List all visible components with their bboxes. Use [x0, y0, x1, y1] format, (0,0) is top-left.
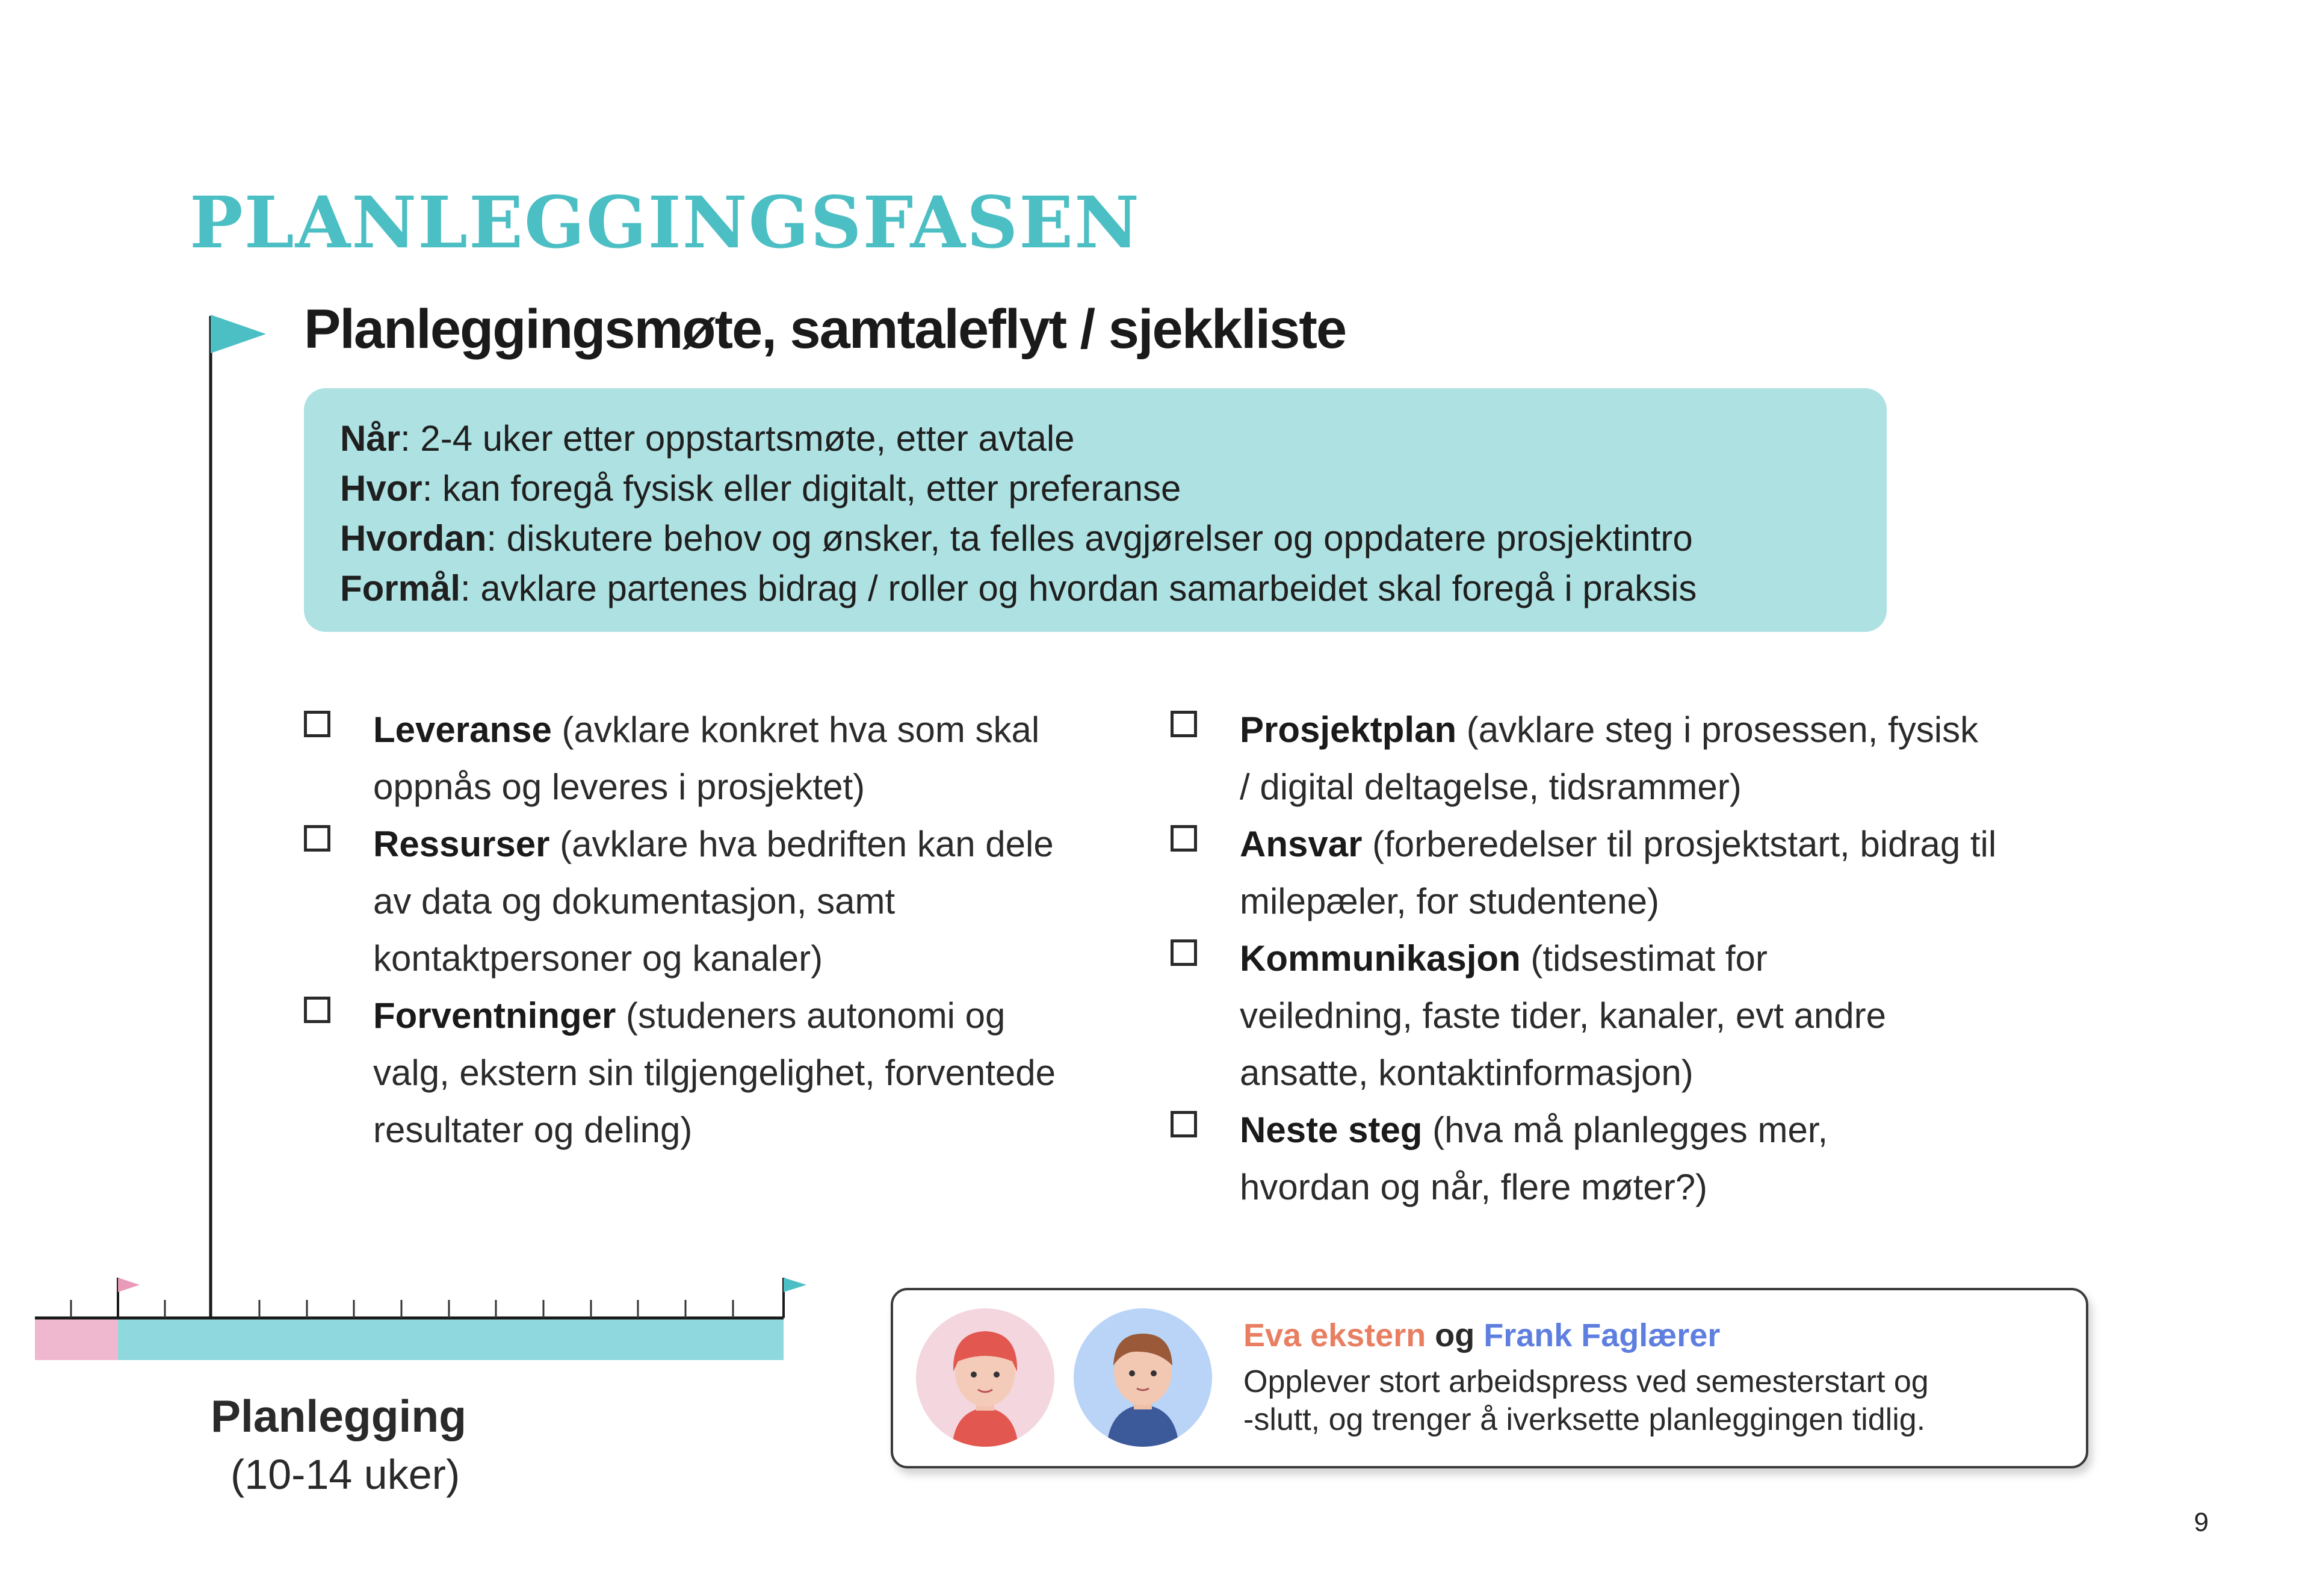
checkbox-icon[interactable]: [304, 825, 330, 852]
checkbox-icon[interactable]: [304, 711, 330, 737]
checkbox-icon[interactable]: [1171, 1111, 1197, 1137]
info-how: Hvordan: diskutere behov og ønsker, ta felles avgjørelser og oppdatere prosjektintro: [340, 518, 1693, 558]
phase-duration: (10-14 uker): [230, 1451, 460, 1498]
checklist-item-kommunikasjon[interactable]: Kommunikasjon (tidsestimat for veiledning, faste tider, kanaler, evt andre ansatte, kontaktinformasjon): [1171, 930, 2013, 1101]
meeting-info-box: [304, 388, 1887, 632]
checkbox-icon[interactable]: [1171, 711, 1197, 737]
checklist-left: [304, 701, 1086, 1158]
section-subtitle: Planleggingsmøte, samtaleflyt / sjekkliste: [304, 298, 1346, 360]
man-avatar-icon: [1074, 1308, 1212, 1447]
checklist-item-prosjektplan[interactable]: Prosjektplan (avklare steg i prosessen, fysisk / digital deltagelse, tidsrammer): [1171, 701, 2013, 815]
info-purpose: Formål: avklare partenes bidrag / roller og hvordan samarbeidet skal foregå i praksis: [340, 568, 1697, 608]
timeline-past-segment: [35, 1318, 118, 1360]
note-heading: Eva ekstern og Frank Faglærer: [1243, 1317, 1721, 1353]
checklist-right: [1171, 701, 2013, 1216]
avatar-frank: [1074, 1308, 1212, 1447]
persona-frank: Frank Faglærer: [1483, 1317, 1721, 1353]
checklist-item-leveranse[interactable]: Leveranse (avklare konkret hva som skal oppnås og leveres i prosjektet): [304, 701, 1086, 815]
note-text-line-2: -slutt, og trenger å iverksette planleggingen tidlig.: [1243, 1402, 1926, 1437]
persona-note-card: [891, 1288, 2088, 1468]
end-flag-icon: [784, 1278, 806, 1292]
note-text-line-1: Opplever stort arbeidspress ved semesterstart og: [1243, 1364, 1929, 1399]
checklist-item-forventninger[interactable]: Forventninger (studeners autonomi og valg, ekstern sin tilgjengelighet, forventede resultater og deling): [304, 987, 1086, 1158]
checkbox-icon[interactable]: [1171, 939, 1197, 966]
avatar-eva: [916, 1308, 1054, 1447]
timeline-current-segment: [118, 1318, 784, 1360]
checkbox-icon[interactable]: [304, 997, 330, 1023]
checklist-item-ressurser[interactable]: Ressurser (avklare hva bedriften kan dele av data og dokumentasjon, samt kontaktpersoner og kanaler): [304, 815, 1086, 987]
timeline: [30, 1267, 824, 1366]
checklist-item-neste-steg[interactable]: Neste steg (hva må planlegges mer, hvordan og når, flere møter?): [1171, 1101, 2013, 1216]
info-where: Hvor: kan foregå fysisk eller digitalt, etter preferanse: [340, 468, 1181, 509]
persona-eva: Eva ekstern: [1243, 1317, 1426, 1353]
page-title: PLANLEGGINGSFASEN: [190, 181, 1141, 264]
checkbox-icon[interactable]: [1171, 825, 1197, 852]
phase-name: Planlegging: [211, 1391, 467, 1441]
woman-avatar-icon: [916, 1308, 1054, 1447]
milestone-flag-icon: [199, 310, 277, 1321]
past-flag-icon: [118, 1278, 140, 1292]
checklist-item-ansvar[interactable]: Ansvar (forberedelser til prosjektstart, bidrag til milepæler, for studentene): [1171, 815, 2013, 930]
page-number: 9: [2194, 1508, 2209, 1537]
info-when: Når: 2-4 uker etter oppstartsmøte, etter avtale: [340, 418, 1075, 459]
